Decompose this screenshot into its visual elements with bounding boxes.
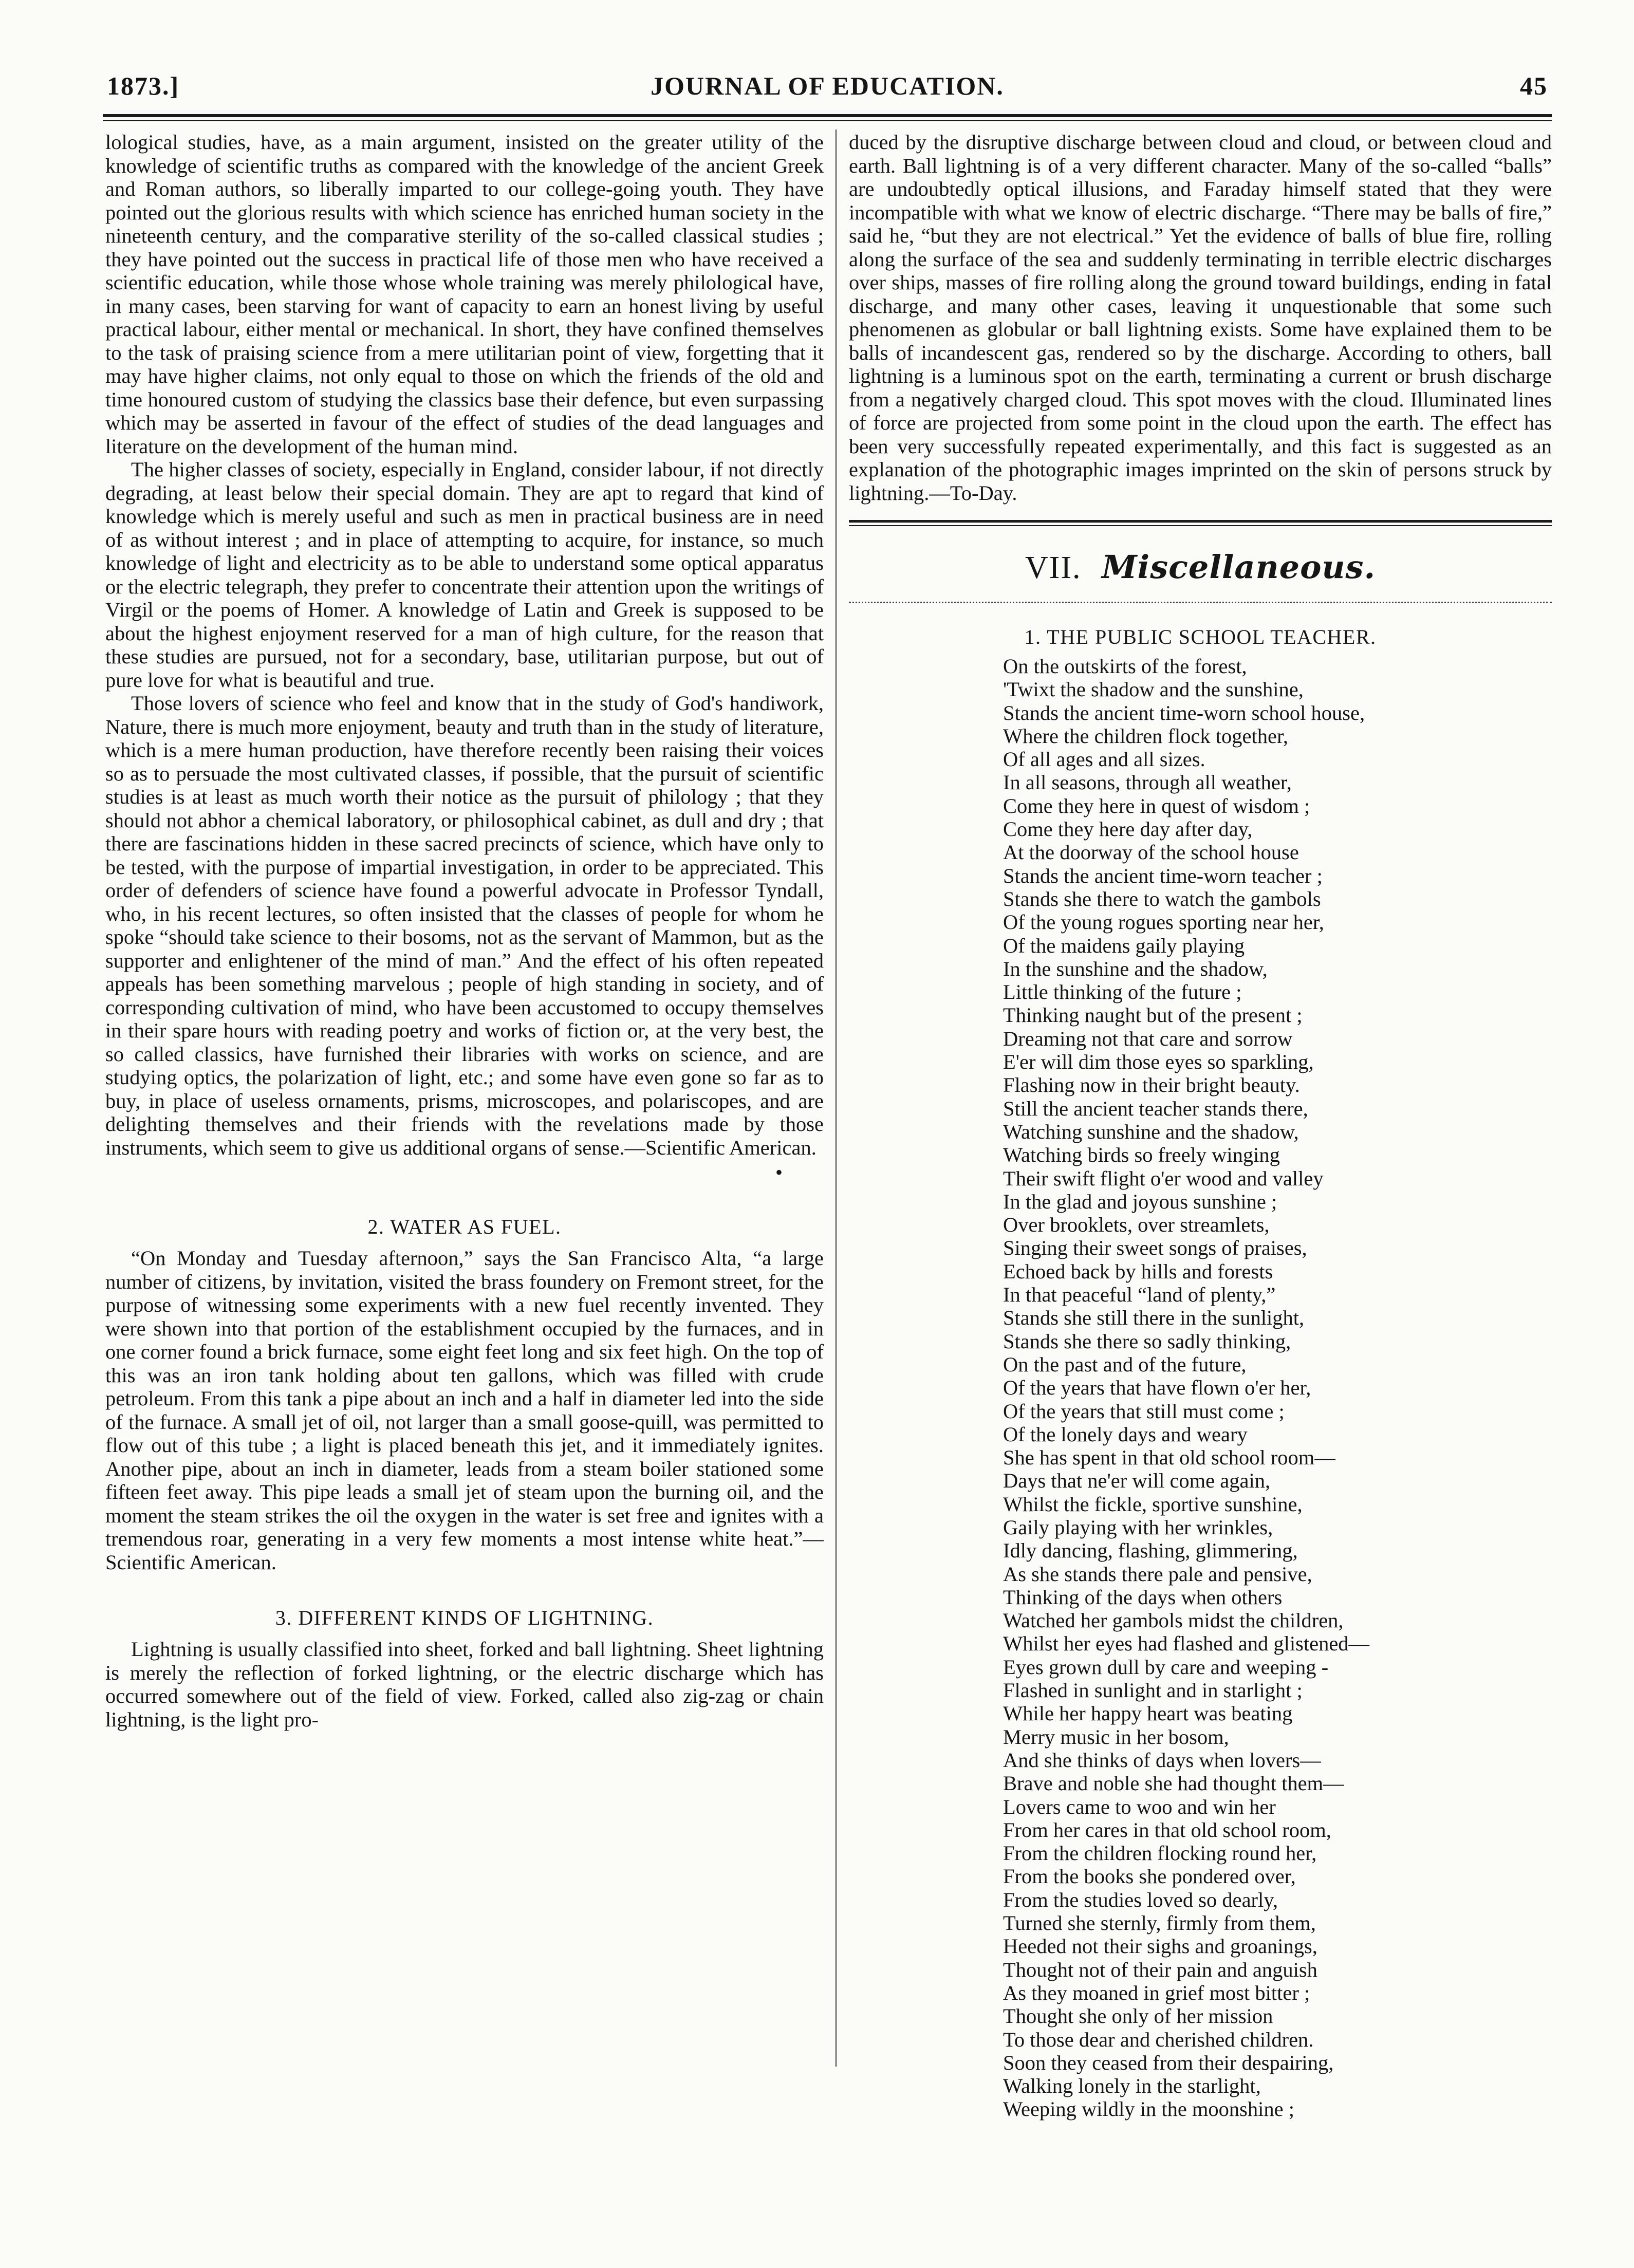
ornament-dot: • bbox=[775, 1161, 783, 1184]
poem-line: Thinking of the days when others bbox=[1003, 1585, 1283, 1609]
poem-line: Turned she sternly, firmly from them, bbox=[1003, 1911, 1316, 1935]
poem-line: Brave and noble she had thought them— bbox=[1003, 1772, 1344, 1795]
poem-line: From the studies loved so dearly, bbox=[1003, 1888, 1278, 1911]
poem-heading: 1. THE PUBLIC SCHOOL TEACHER. bbox=[1024, 625, 1377, 648]
poem-line: In all seasons, through all weather, bbox=[1003, 771, 1292, 794]
poem-line: As she stands there pale and pensive, bbox=[1003, 1562, 1312, 1586]
header-year: 1873.] bbox=[107, 71, 180, 100]
poem-line: From the children flocking round her, bbox=[1003, 1842, 1317, 1865]
section-heading-water-as-fuel: 2. WATER AS FUEL. bbox=[367, 1215, 562, 1238]
poem-line: Lovers came to woo and win her bbox=[1003, 1795, 1276, 1818]
poem-line: Eyes grown dull by care and weeping - bbox=[1003, 1655, 1329, 1679]
poem-line: Days that ne'er will come again, bbox=[1003, 1469, 1271, 1493]
poem-line: E'er will dim those eyes so sparkling, bbox=[1003, 1050, 1314, 1074]
poem-line: Of the years that have flown o'er her, bbox=[1003, 1376, 1311, 1400]
ornamental-rule bbox=[849, 602, 1552, 610]
poem-line: Of the young rogues sporting near her, bbox=[1003, 910, 1324, 934]
poem-line: Dreaming not that care and sorrow bbox=[1003, 1027, 1293, 1050]
poem-line: Flashing now in their bright beauty. bbox=[1003, 1073, 1300, 1097]
poem-line: Gaily playing with her wrinkles, bbox=[1003, 1515, 1273, 1539]
section-rule-thick bbox=[849, 520, 1552, 523]
header-title: JOURNAL OF EDUCATION. bbox=[651, 71, 1004, 100]
poem-line: To those dear and cherished children. bbox=[1003, 2028, 1314, 2051]
poem-line: Of the maidens gaily playing bbox=[1003, 934, 1245, 957]
section-rule-thin bbox=[849, 525, 1552, 526]
poem-line: Thinking naught but of the present ; bbox=[1003, 1003, 1303, 1027]
poem-line: Soon they ceased from their despairing, bbox=[1003, 2051, 1334, 2074]
poem-line: Flashed in sunlight and in starlight ; bbox=[1003, 1679, 1303, 1702]
poem-line: Where the children flock together, bbox=[1003, 724, 1288, 748]
poem-line: Singing their sweet songs of praises, bbox=[1003, 1236, 1307, 1260]
poem-line: Their swift flight o'er wood and valley bbox=[1003, 1166, 1324, 1190]
poem-line: Still the ancient teacher stands there, bbox=[1003, 1096, 1308, 1120]
poem-line: Thought not of their pain and anguish bbox=[1003, 1958, 1317, 1981]
miscellaneous-title: Miscellaneous. bbox=[1102, 548, 1376, 586]
poem-line: Idly dancing, flashing, glimmering, bbox=[1003, 1539, 1298, 1563]
poem-line: 'Twixt the shadow and the sunshine, bbox=[1003, 678, 1304, 701]
poem-line: Stands she there so sadly thinking, bbox=[1003, 1329, 1291, 1353]
poem-line: Walking lonely in the starlight, bbox=[1003, 2074, 1261, 2098]
poem-line: Thought she only of her mission bbox=[1003, 2004, 1273, 2028]
section-heading-lightning: 3. DIFFERENT KINDS OF LIGHTNING. bbox=[275, 1606, 654, 1629]
poem-line: In the glad and joyous sunshine ; bbox=[1003, 1189, 1277, 1213]
lightning-paragraph-continued: duced by the disruptive discharge between cloud and cloud, or between cloud and earth. Ball lightning is of a very different character. Many of the so-called “balls” are undoubtedly optical illusions, and Faraday himself stated that they were incompatible with what we know of electric discharge. “There may be balls of fire,” said he, “but they are not electrical.” Yet the evidence of balls of blue fire, rolling along the surface of the sea and suddenly terminating in terrible electric discharges over ships, masses of fire rolling along the ground toward buildings, ending in fatal discharge, and many other cases, leaving it unquestionable that some such phenomenen as globular or ball lightning exists. Some have explained them to be balls of incandescent gas, rendered so by the discharge. According to others, ball lightning is a luminous spot on the earth, terminating a current or brush discharge from a negatively charged cloud. This spot moves with the cloud. Illuminated lines of force are projected from some point in the cloud upon the earth. The effect has been very successfully repeated experimentally, and this fact is suggested as an explanation of the photographic images imprinted on the skin of persons struck by lightning.—To-Day. bbox=[849, 131, 1552, 505]
water-as-fuel-paragraph: “On Monday and Tuesday afternoon,” says the San Francisco Alta, “a large number of citizens, by invitation, visited the brass foundery on Fremont street, for the purpose of witnessing some experiments with a new fuel recently invented. They were shown into that portion of the establishment occupied by the furnaces, and in one corner found a brick furnace, some eight feet long and six feet high. On the top of this was an iron tank holding about ten gallons, which was filled with crude petroleum. From this tank a pipe about an inch and a half in diameter led into the side of the furnace. A small jet of oil, not larger than a small goose-quill, was permitted to flow out of this tube ; a light is placed beneath this jet, and it immediately ignites. Another pipe, about an inch in diameter, leads from a steam boiler stationed some fifteen feet away. This pipe leads a small jet of steam upon the burning oil, and the moment the steam strikes the oil the oxygen in the water is set free and ignites with a tremendous roar, generating in a very few moments a most intense white heat.”—Scientific American. bbox=[105, 1247, 824, 1574]
poem-line: Stands the ancient time-worn school house, bbox=[1003, 701, 1365, 724]
poem-line: Watching sunshine and the shadow, bbox=[1003, 1120, 1299, 1143]
poem-line: Little thinking of the future ; bbox=[1003, 980, 1242, 1004]
article-paragraph-1: lological studies, have, as a main argument, insisted on the greater utility of the knowledge of scientific truths as compared with the knowledge of the ancient Greek and Roman authors, so liberally imparted to our college-going youth. They have pointed out the glorious results with which science has enriched human society in the nineteenth century, and the comparative sterility of the so-called classical studies ; they have pointed out the success in practical life of those men who have received a scientific education, while those whose whole training was merely philological have, in many cases, been starving for want of capacity to earn an honest living by useful practical labour, either mental or mechanical. In short, they have confined themselves to the task of praising science from a mere utilitarian point of view, forgetting that it may have higher claims, not only equal to those on which the friends of the old and time honoured custom of studying the classics base their defence, but even surpassing which may be asserted in favour of the effect of studies of the dead languages and literature on the development of the human mind. bbox=[105, 131, 824, 458]
poem-line: Of all ages and all sizes. bbox=[1003, 748, 1205, 771]
poem-line: Merry music in her bosom, bbox=[1003, 1725, 1229, 1749]
poem-line: Stands she there to watch the gambols bbox=[1003, 887, 1321, 910]
header-rule-thin bbox=[103, 120, 1552, 121]
poem-line: At the doorway of the school house bbox=[1003, 841, 1299, 864]
poem-line: Of the years that still must come ; bbox=[1003, 1399, 1285, 1423]
poem-line: She has spent in that old school room— bbox=[1003, 1446, 1335, 1470]
article-paragraph-2: The higher classes of society, especially in England, consider labour, if not directly degrading, at least below their special domain. They are apt to regard that kind of knowledge which is merely useful and such as men in practical business are in need of as without interest ; and in place of attempting to acquire, for instance, so much knowledge of light and electricity as to be able to understand some optical apparatus or the electric telegraph, they prefer to concentrate their attention upon the writings of Virgil or the poems of Homer. A knowledge of Latin and Greek is supposed to be about the highest enjoyment reserved for a man of high culture, for the reason that these studies are pursued, not for a secondary, base, utilitarian purpose, but out of pure love for what is beautiful and true. bbox=[105, 458, 824, 692]
article-paragraph-3: Those lovers of science who feel and know that in the study of God's handiwork, Nature, there is much more enjoyment, beauty and truth than in the study of literature, which is a mere human production, have therefore recently been raising their voices so as to persuade the most cultivated classes, if possible, that the pursuit of scientific studies is at least as much worth their notice as the pursuit of philology ; that they should not abhor a chemical laboratory, or philosophical cabinet, as dull and dry ; that there are fascinations hidden in these sacred precincts of science, which have only to be tested, with the purpose of impartial investigation, in order to be appreciated. This order of defenders of science have found a powerful advocate in Professor Tyndall, who, in his recent lectures, so often insisted that the classes of people for whom he spoke “should take science to their bosoms, not as the servant of Mammon, but as the supporter and enlightener of the mind of man.” And the effect of his often repeated appeals has been something marvelous ; people of high standing in society, and of corresponding cultivation of mind, who have been accustomed to occupy themselves in their spare hours with reading poetry and works of fiction or, at the very best, the so called classics, have furnished their libraries with works on science, and are studying optics, the polarization of light, etc.; and some have even gone so far as to buy, in place of useless ornaments, prisms, microscopes, and polariscopes, and are delighting themselves and their friends with the revelations made by those instruments, which seem to give us additional organs of sense.—Scientific American. bbox=[105, 692, 824, 1159]
poem-line: Come they here day after day, bbox=[1003, 817, 1253, 841]
page-header bbox=[103, 67, 1552, 108]
header-page-number: 45 bbox=[1520, 71, 1548, 100]
poem-line: Weeping wildly in the moonshine ; bbox=[1003, 2097, 1295, 2121]
poem-line: In the sunshine and the shadow, bbox=[1003, 957, 1268, 980]
left-column bbox=[105, 131, 824, 2068]
miscellaneous-heading bbox=[849, 547, 1552, 588]
header-rule-thick bbox=[103, 114, 1552, 117]
poem-line: On the outskirts of the forest, bbox=[1003, 655, 1247, 678]
poem-line: While her happy heart was beating bbox=[1003, 1702, 1293, 1725]
poem-line: As they moaned in grief most bitter ; bbox=[1003, 1981, 1310, 2004]
poem-line: Stands she still there in the sunlight, bbox=[1003, 1306, 1305, 1330]
poem-line: Over brooklets, over streamlets, bbox=[1003, 1213, 1270, 1237]
poem-line: In that peaceful “land of plenty,” bbox=[1003, 1283, 1276, 1307]
poem-line: Of the lonely days and weary bbox=[1003, 1422, 1248, 1446]
miscellaneous-number: VII. bbox=[1025, 550, 1082, 585]
poem-line: Heeded not their sighs and groanings, bbox=[1003, 1935, 1317, 1958]
poem-line: From her cares in that old school room, bbox=[1003, 1818, 1331, 1842]
lightning-paragraph: Lightning is usually classified into sheet, forked and ball lightning. Sheet lightning is merely the reflection of forked lightning, or the electric discharge which has occurred somewhere out of the field of view. Forked, called also zig-zag or chain lightning, is the light pro- bbox=[105, 1638, 824, 1731]
poem-line: And she thinks of days when lovers— bbox=[1003, 1748, 1321, 1772]
poem-line: Watching birds so freely winging bbox=[1003, 1143, 1280, 1167]
poem-line: Stands the ancient time-worn teacher ; bbox=[1003, 864, 1323, 887]
column-divider bbox=[835, 129, 837, 2067]
poem-line: Echoed back by hills and forests bbox=[1003, 1259, 1273, 1283]
poem bbox=[849, 655, 1552, 2121]
poem-line: On the past and of the future, bbox=[1003, 1352, 1247, 1376]
poem-line: Come they here in quest of wisdom ; bbox=[1003, 794, 1310, 817]
right-column bbox=[849, 131, 1552, 2121]
poem-line: Whilst her eyes had flashed and glistened— bbox=[1003, 1632, 1370, 1656]
poem-line: From the books she pondered over, bbox=[1003, 1865, 1296, 1888]
poem-line: Whilst the fickle, sportive sunshine, bbox=[1003, 1492, 1303, 1516]
poem-line: Watched her gambols midst the children, bbox=[1003, 1609, 1344, 1632]
